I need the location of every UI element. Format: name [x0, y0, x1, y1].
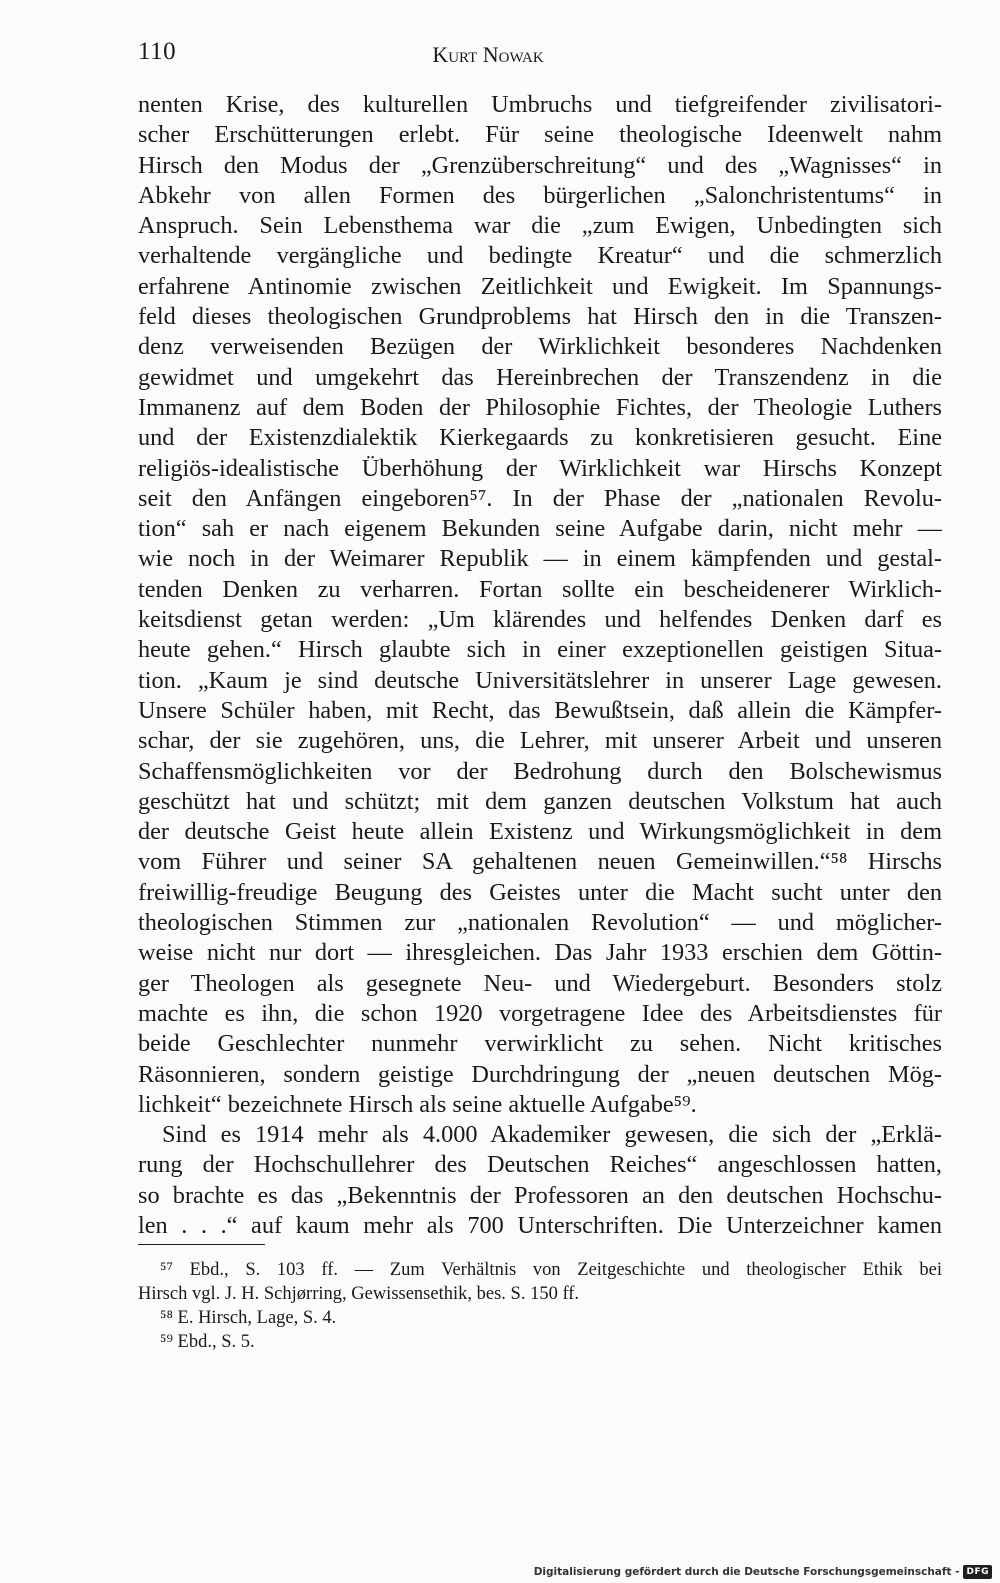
dfg-logo-icon: DFG [963, 1565, 992, 1579]
text-line: tion“ sah er nach eigenem Bekunden seine Aufgabe darin, nicht mehr — [138, 515, 942, 543]
text-line: heute gehen.“ Hirsch glaubte sich in einer exzeptionellen geistigen Situa- [138, 636, 942, 664]
text-line: tion. „Kaum je sind deutsche Universitätslehrer in unserer Lage gewesen. [138, 666, 942, 694]
text-line: beide Geschlechter nunmehr verwirklicht zu sehen. Nicht kritisches [138, 1030, 942, 1058]
text-line: Räsonnieren, sondern geistige Durchdringung der „neuen deutschen Mög- [138, 1060, 942, 1088]
credit-text: Digitalisierung gefördert durch die Deutsche Forschungsgemeinschaft - [533, 1566, 960, 1578]
footnote-59: ⁵⁹ Ebd., S. 5. [160, 1332, 255, 1352]
text-line: erfahrene Antinomie zwischen Zeitlichkeit und Ewigkeit. Im Spannungs- [138, 272, 942, 300]
running-head [138, 38, 970, 74]
body-text [138, 90, 942, 1241]
text-line: Anspruch. Sein Lebensthema war die „zum Ewigen, Unbedingten sich [138, 212, 942, 240]
text-line: wie noch in der Weimarer Republik — in einem kämpfenden und gestal- [138, 545, 942, 573]
text-line: freiwillig-freudige Beugung des Geistes unter die Macht sucht unter den [138, 878, 942, 906]
text-line: Immanenz auf dem Boden der Philosophie Fichtes, der Theologie Luthers [138, 393, 942, 421]
footnote-58: ⁵⁸ E. Hirsch, Lage, S. 4. [160, 1308, 337, 1328]
text-line: nenten Krise, des kulturellen Umbruchs und tiefgreifender zivilisatori- [138, 91, 942, 118]
text-line: theologischen Stimmen zur „nationalen Revolution“ — und möglicher- [138, 909, 942, 937]
footnote-57-line-2: Hirsch vgl. J. H. Schjørring, Gewissensethik, bes. S. 150 ff. [138, 1284, 580, 1304]
text-line: scher Erschütterungen erlebt. Für seine theologische Ideenwelt nahm [138, 121, 942, 149]
text-line: keitsdienst getan werden: „Um klärendes und helfendes Denken darf es [138, 606, 942, 634]
footnote-rule [138, 1244, 265, 1245]
text-line: denz verweisenden Bezügen der Wirklichkeit besonderes Nachdenken [138, 333, 942, 361]
text-line: len . . .“ auf kaum mehr als 700 Unterschriften. Die Unterzeichner kamen [138, 1211, 942, 1239]
text-line: Unsere Schüler haben, mit Recht, das Bewußtsein, daß allein die Kämpfer- [138, 696, 942, 724]
text-line: geschützt hat und schützt; mit dem ganzen deutschen Volkstum hat auch [138, 787, 942, 815]
text-line: ger Theologen als gesegnete Neu- und Wiedergeburt. Besonders stolz [138, 969, 942, 997]
text-line: gewidmet und umgekehrt das Hereinbrechen der Transzendenz in die [138, 363, 942, 391]
text-line: religiös-idealistische Überhöhung der Wirklichkeit war Hirschs Konzept [138, 454, 942, 482]
text-line: verhaltende vergängliche und bedingte Kreatur“ und die schmerzlich [138, 242, 942, 270]
text-line: vom Führer und seiner SA gehaltenen neuen Gemeinwillen.“⁵⁸ Hirschs [138, 848, 942, 876]
text-line: weise nicht nur dort — ihresgleichen. Das Jahr 1933 erschien dem Göttin- [138, 939, 942, 967]
text-line: der deutsche Geist heute allein Existenz und Wirkungsmöglichkeit in dem [138, 818, 942, 846]
text-line: seit den Anfängen eingeboren⁵⁷. In der Phase der „nationalen Revolu- [138, 484, 942, 512]
text-line: machte es ihn, die schon 1920 vorgetragene Idee des Arbeitsdienstes für [138, 999, 942, 1027]
footnote-57-line-1: ⁵⁷ Ebd., S. 103 ff. — Zum Verhältnis von Zeitgeschichte und theologischer Ethik bei [160, 1260, 942, 1280]
text-line: Hirsch den Modus der „Grenzüberschreitung“ und des „Wagnisses“ in [138, 151, 942, 179]
text-line: Abkehr von allen Formen des bürgerlichen „Salonchristentums“ in [138, 181, 942, 209]
text-line: tenden Denken zu verharren. Fortan sollte ein bescheidenerer Wirklich- [138, 575, 942, 603]
text-line: Schaffensmöglichkeiten vor der Bedrohung durch den Bolschewismus [138, 757, 942, 785]
text-line: Sind es 1914 mehr als 4.000 Akademiker gewesen, die sich der „Erklä- [162, 1121, 942, 1149]
text-line: und der Existenzdialektik Kierkegaards zu konkretisieren gesucht. Eine [138, 424, 942, 452]
text-line: schar, der sie zugehören, uns, die Lehrer, mit unserer Arbeit und unseren [138, 727, 942, 755]
text-line: feld dieses theologischen Grundproblems hat Hirsch den in die Transzen- [138, 303, 942, 331]
text-line: lichkeit“ bezeichnete Hirsch als seine aktuelle Aufgabe⁵⁹. [138, 1090, 697, 1118]
footnotes [138, 1258, 942, 1354]
digitization-credit [534, 1563, 992, 1581]
text-line: so brachte es das „Bekenntnis der Professoren an den deutschen Hochschu- [138, 1181, 942, 1209]
page-number: 110 [138, 38, 177, 65]
text-line: rung der Hochschullehrer des Deutschen Reiches“ angeschlossen hatten, [138, 1151, 942, 1179]
running-title: Kurt Nowak [432, 42, 544, 67]
